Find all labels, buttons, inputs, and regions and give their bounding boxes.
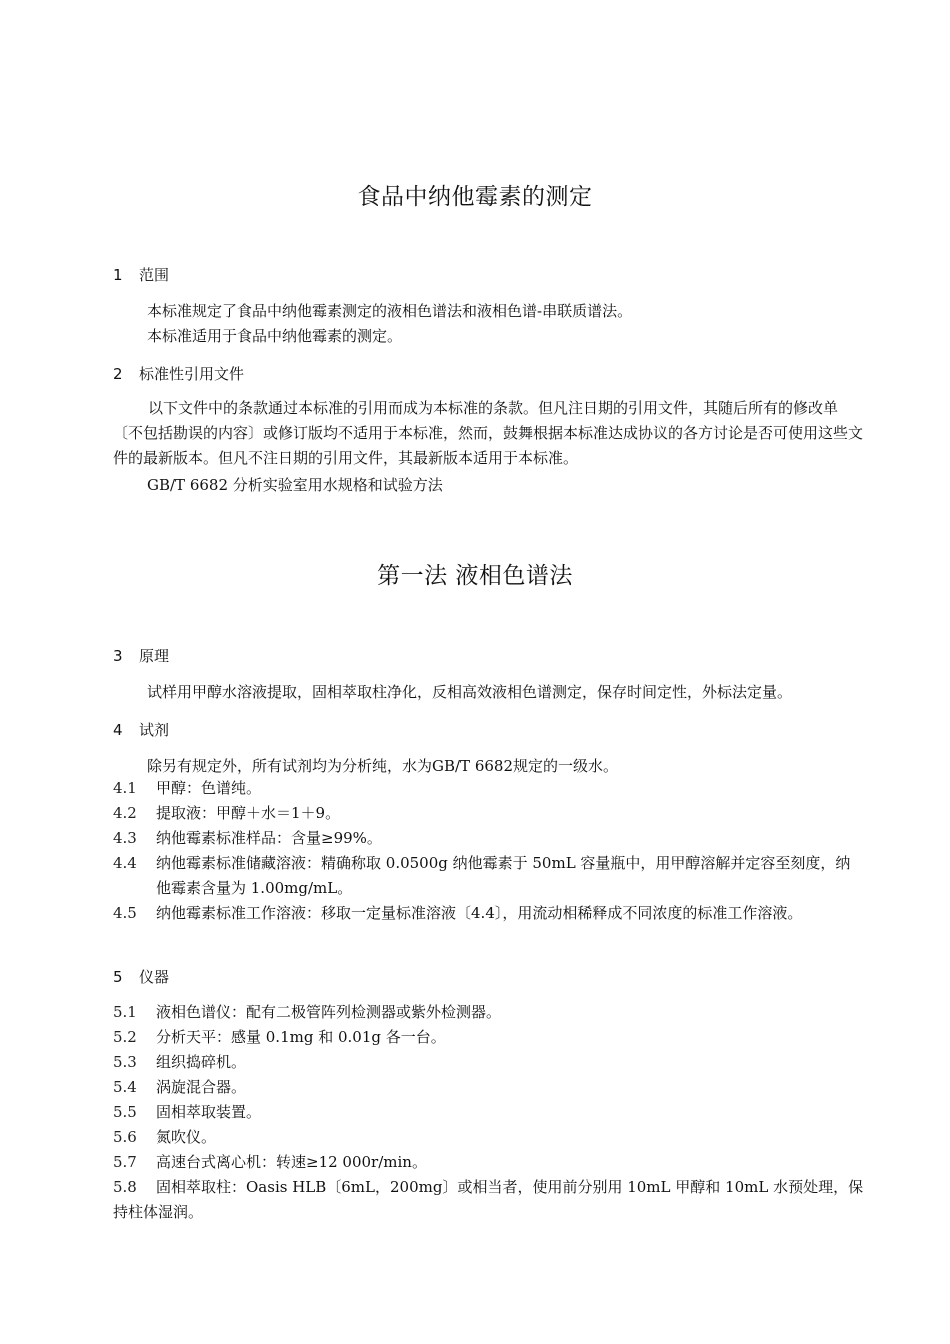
item-text: 甲醇：色谱纯。 <box>156 779 262 797</box>
paragraph: 以下文件中的条款通过本标准的引用而成为本标准的条款。但凡注日期的引用文件，其随后所有的修改单〔不包括勘误的内容〕或修订版均不适用于本标准，然而，鼓舞根据本标准达成协议的各方讨论是否可使用这些文件的最新版本。但凡不注日期的引用文件，其最新版本适用于本标准。 <box>113 399 864 467</box>
item-number: 5.5 <box>113 1103 137 1121</box>
item-number: 5.2 <box>113 1028 137 1046</box>
item-text: 氮吹仪。 <box>156 1128 217 1146</box>
item-text: 分析天平：感量 0.1mg 和 0.01g 各一台。 <box>156 1028 446 1046</box>
item-number: 4.5 <box>113 904 137 922</box>
item-number: 5.6 <box>113 1128 137 1146</box>
list-item <box>113 1125 865 1150</box>
section-number: 3 <box>113 647 123 665</box>
list-item <box>113 1075 865 1100</box>
section-title: 范围 <box>139 266 170 284</box>
item-text: 组织捣碎机。 <box>156 1053 247 1071</box>
item-number: 4.3 <box>113 829 137 847</box>
list-item <box>113 901 865 926</box>
item-number: 5.3 <box>113 1053 137 1071</box>
item-text: 高速台式离心机：转速≥12 000r/min。 <box>156 1153 427 1171</box>
item-text: 液相色谱仪：配有二极管阵列检测器或紫外检测器。 <box>156 1003 502 1021</box>
list-item <box>113 1000 865 1025</box>
list-item <box>113 801 865 826</box>
section-heading-principle <box>113 645 169 666</box>
item-number: 4.1 <box>113 779 137 797</box>
paragraph: 试样用甲醇水溶液提取，固相萃取柱净化，反相高效液相色谱测定，保存时间定性，外标法定量。 <box>147 683 793 701</box>
item-number: 5.8 <box>113 1178 137 1196</box>
section-number: 2 <box>113 365 123 383</box>
list-item <box>113 776 865 801</box>
section-heading-references <box>113 363 244 384</box>
list-item <box>113 1050 865 1075</box>
item-text: 纳他霉素标准工作溶液：移取一定量标准溶液〔4.4〕，用流动相稀释成不同浓度的标准工作溶液。 <box>156 904 803 922</box>
section-title: 原理 <box>139 647 170 665</box>
document-title: 食品中纳他霉素的测定 <box>357 184 593 210</box>
item-number: 5.4 <box>113 1078 137 1096</box>
section-number: 5 <box>113 968 123 986</box>
section-title: 试剂 <box>139 721 170 739</box>
item-text: 涡旋混合器。 <box>156 1078 247 1096</box>
paragraph: 除另有规定外，所有试剂均为分析纯，水为GB/T 6682规定的一级水。 <box>147 757 619 775</box>
section-number: 1 <box>113 266 123 284</box>
item-text: 纳他霉素标准储藏溶液：精确称取 0.0500g 纳他霉素于 50mL 容量瓶中，用甲醇溶解并定容至刻度，纳他霉素含量为 1.00mg/mL。 <box>156 854 851 897</box>
section-title: 标准性引用文件 <box>139 365 245 383</box>
section-heading-scope <box>113 264 169 285</box>
list-item <box>113 1175 865 1225</box>
item-number: 5.1 <box>113 1003 137 1021</box>
paragraph: 本标准规定了食品中纳他霉素测定的液相色谱法和液相色谱-串联质谱法。 <box>147 302 633 320</box>
item-text: 固相萃取柱：Oasis HLB〔6mL，200mg〕或相当者，使用前分别用 10mL 甲醇和 10mL 水预处理，保持柱体湿润。 <box>113 1178 864 1221</box>
method-title: 第一法 液相色谱法 <box>377 563 573 589</box>
item-number: 4.4 <box>113 854 137 872</box>
section-heading-reagents <box>113 719 169 740</box>
item-text: 提取液：甲醇＋水＝1＋9。 <box>156 804 341 822</box>
list-item <box>113 1150 865 1175</box>
section-title: 仪器 <box>139 968 170 986</box>
paragraph: 本标准适用于食品中纳他霉素的测定。 <box>147 327 403 345</box>
item-text: 纳他霉素标准样品：含量≥99%。 <box>156 829 382 847</box>
list-item <box>113 826 865 851</box>
list-item <box>113 1025 865 1050</box>
item-number: 4.2 <box>113 804 137 822</box>
section-heading-apparatus <box>113 966 169 987</box>
item-text: 固相萃取装置。 <box>156 1103 262 1121</box>
list-item <box>113 1100 865 1125</box>
list-item <box>113 851 865 901</box>
section-number: 4 <box>113 721 123 739</box>
item-number: 5.7 <box>113 1153 137 1171</box>
reference-item: GB/T 6682 分析实验室用水规格和试验方法 <box>147 476 443 494</box>
